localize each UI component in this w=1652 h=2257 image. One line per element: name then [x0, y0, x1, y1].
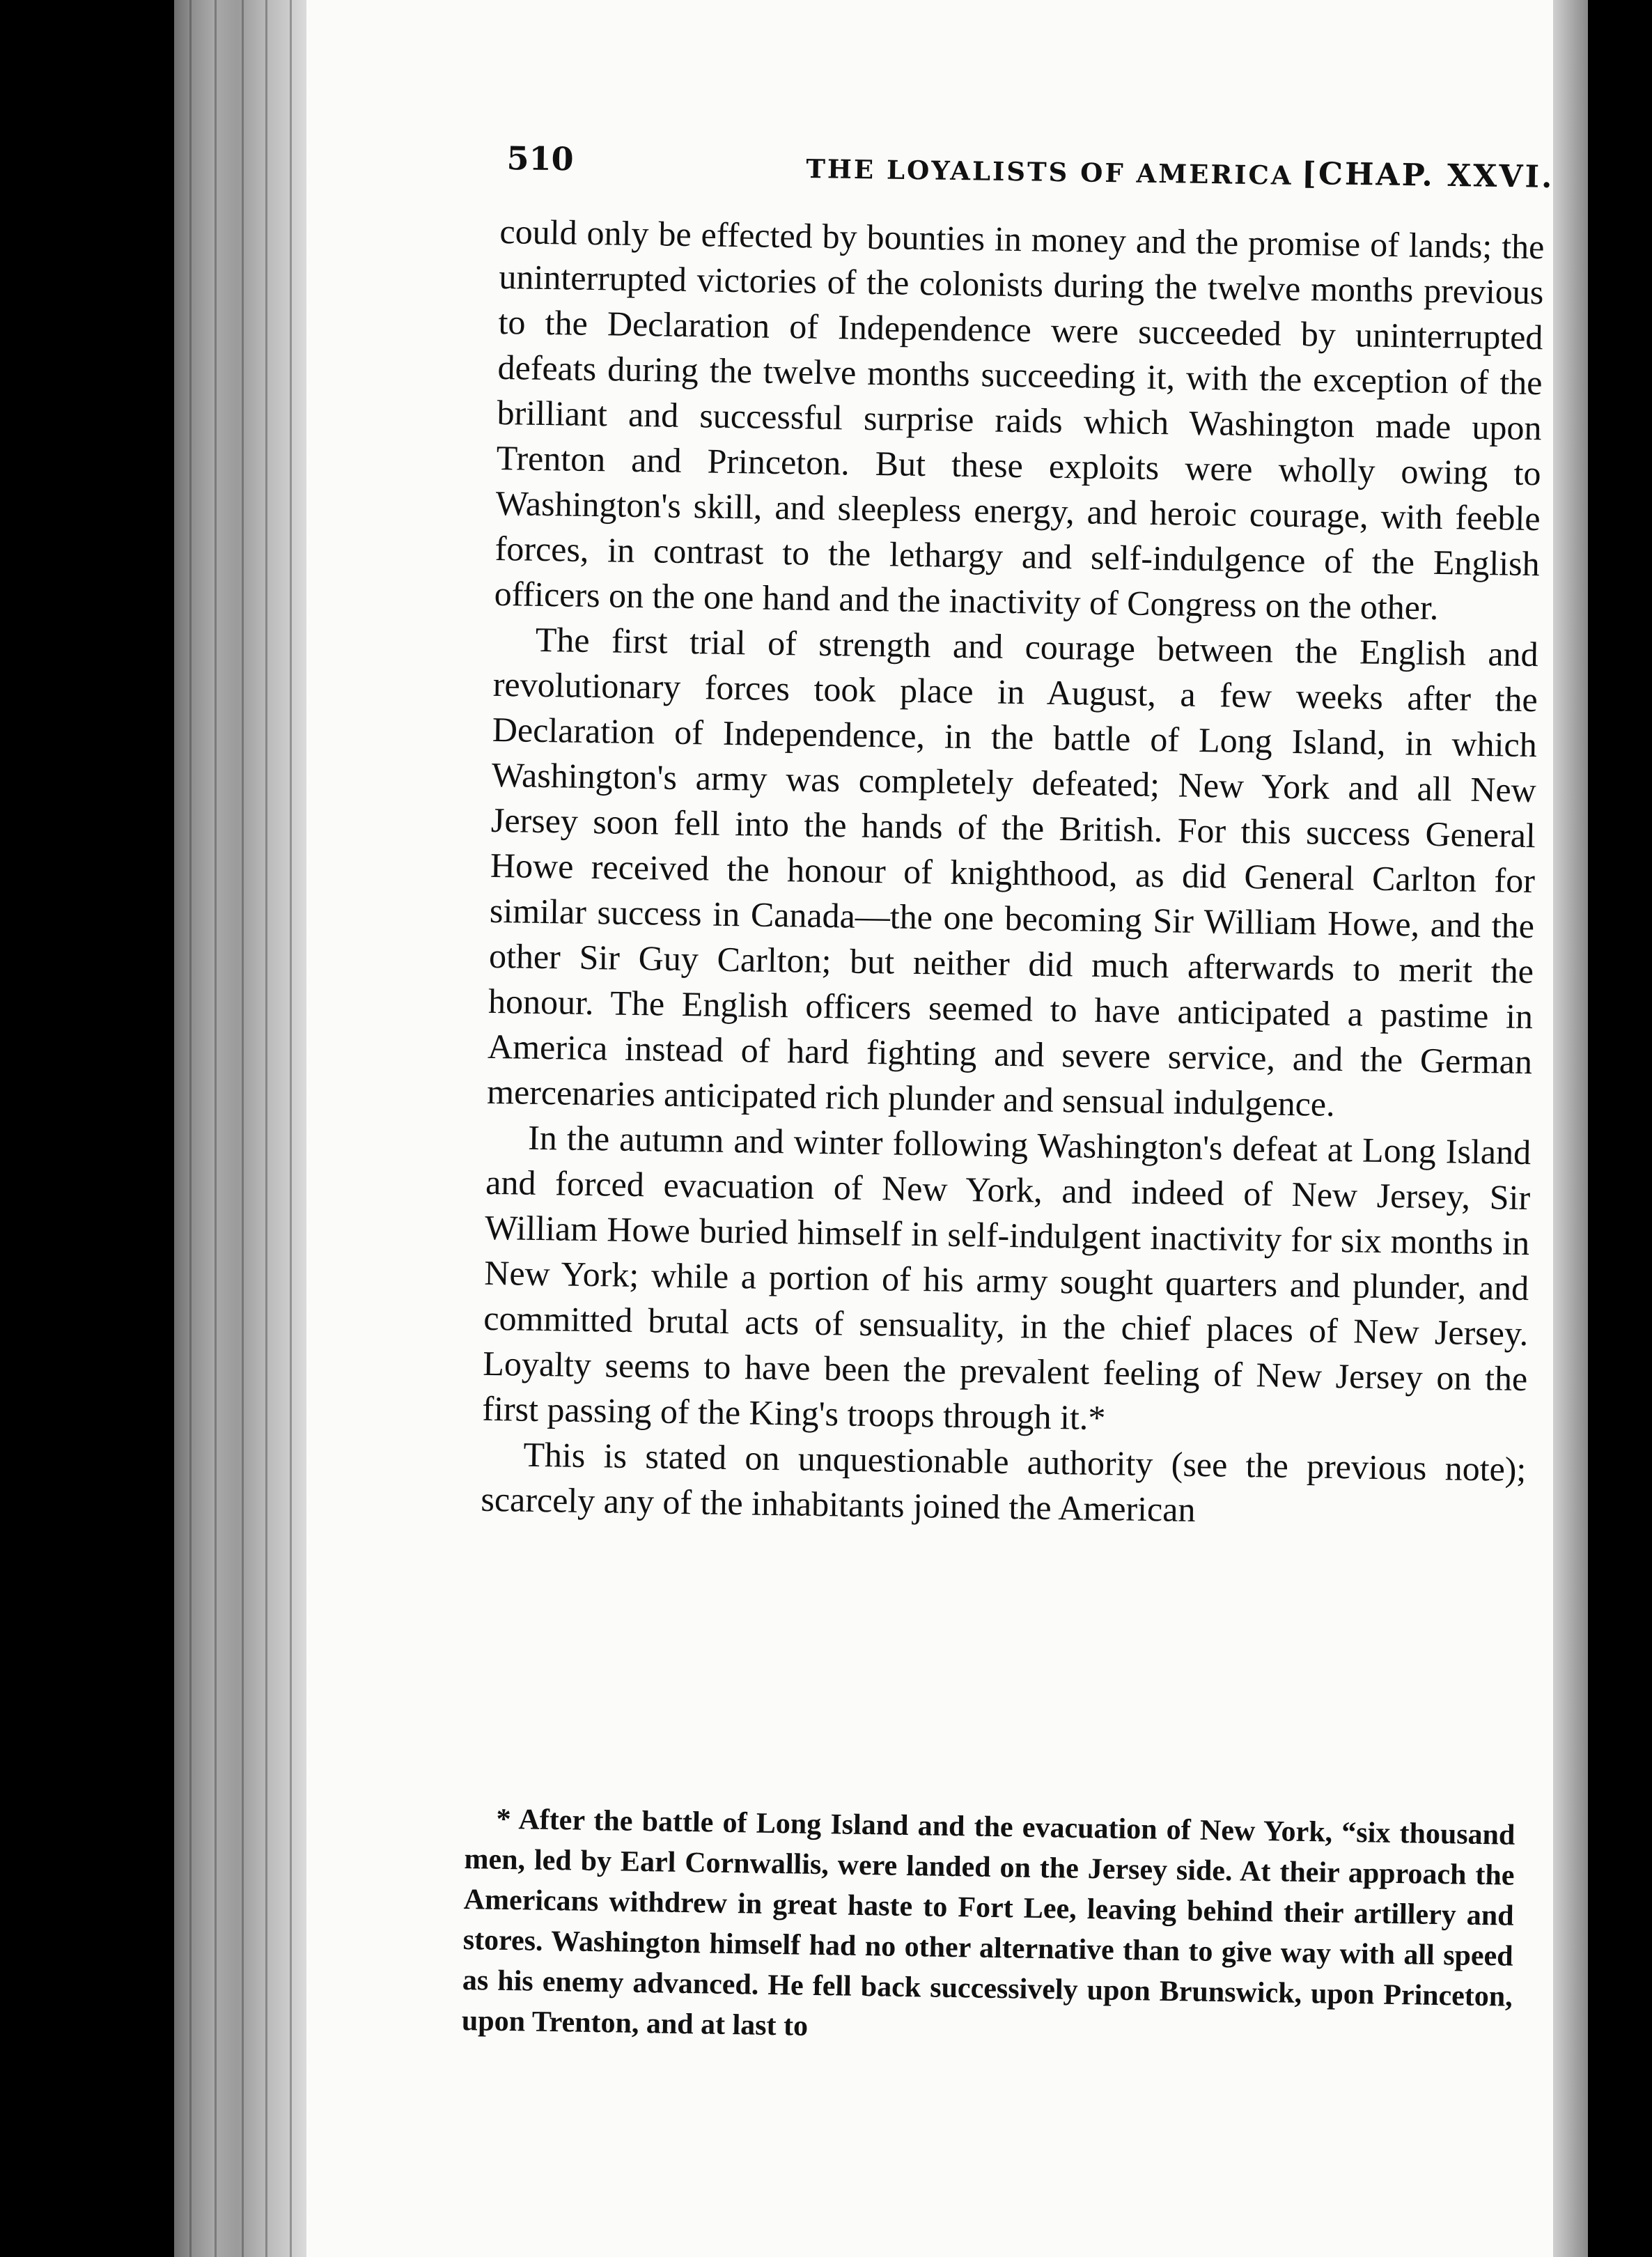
- scan-border-left: [0, 0, 174, 2257]
- paragraph: could only be effected by bounties in money and the promise of lands; the uninterrupted victories of the colonists during the twelve months previous to the Declaration of Independence were succeeded by uninterrupted defeats during the twelve months succeeding it, with the exception of the brilliant and successful surprise raids which Washington made upon Trenton and Princeton. But these exploits were wholly owing to Washington's skill, and sleepless energy, and heroic courage, with feeble forces, in contrast to the lethargy and self-indulgence of the English officers on the one hand and the inactivity of Congress on the other.: [494, 211, 1545, 628]
- paragraph: This is stated on unquestionable authority (see the previous note); scarcely any of the inhabitants joined the American: [481, 1434, 1527, 1530]
- scan-border-right: [1588, 0, 1652, 2257]
- page-number: 510: [506, 139, 575, 178]
- page-gutter-right: [1553, 0, 1588, 2257]
- running-title: THE LOYALISTS OF AMERICA: [806, 153, 1293, 191]
- stacked-page-edges: [174, 0, 306, 2257]
- page-edge-line: [265, 0, 267, 2257]
- page-edge-line: [215, 0, 217, 2257]
- paragraph: In the autumn and winter following Washington's defeat at Long Island and forced evacuation of New York, and indeed of New Jersey, Sir William Howe buried himself in self-indulgent inactivity for six months in New York; while a portion of his army sought quarters and plunder, and committed brutal acts of sensuality, in the chief places of New Jersey. Loyalty seems to have been the prevalent feeling of New Jersey on the first passing of the King's troops through it.*: [482, 1117, 1532, 1438]
- paragraph: The first trial of strength and courage between the English and revolutionary forces took place in August, a few weeks after the Declaration of Independence, in the battle of Long Island, in which Washington's army was completely defeated; New York and all New Jersey soon fell into the hands of the British. For this success General Howe received the honour of knighthood, as did General Carlton for similar success in Canada—the one becoming Sir William Howe, and the other Sir Guy Carlton; but neither did much afterwards to merit the honour. The English officers seemed to have anticipated a pastime in America instead of hard fighting and severe service, and the German mercenaries anticipated rich plunder and sensual indulgence.: [486, 619, 1539, 1124]
- body-text: [481, 209, 1545, 1537]
- page-edge-line: [242, 0, 244, 2257]
- footnote: * After the battle of Long Island and the evacuation of New York, “six thousand men, led by Earl Cornwallis, were landed on the Jersey side. At their approach the Americans withdrew in great haste to Fort Lee, leaving behind their artillery and stores. Washington himself had no other alternative than to give way with all speed as his enemy advanced. He fell back successively upon Brunswick, upon Princeton, upon Trenton, and at last to: [461, 1803, 1515, 2042]
- page-edge-line: [290, 0, 292, 2257]
- page-edge-line: [189, 0, 192, 2257]
- chapter-label: [CHAP. XXVI.: [1301, 155, 1554, 195]
